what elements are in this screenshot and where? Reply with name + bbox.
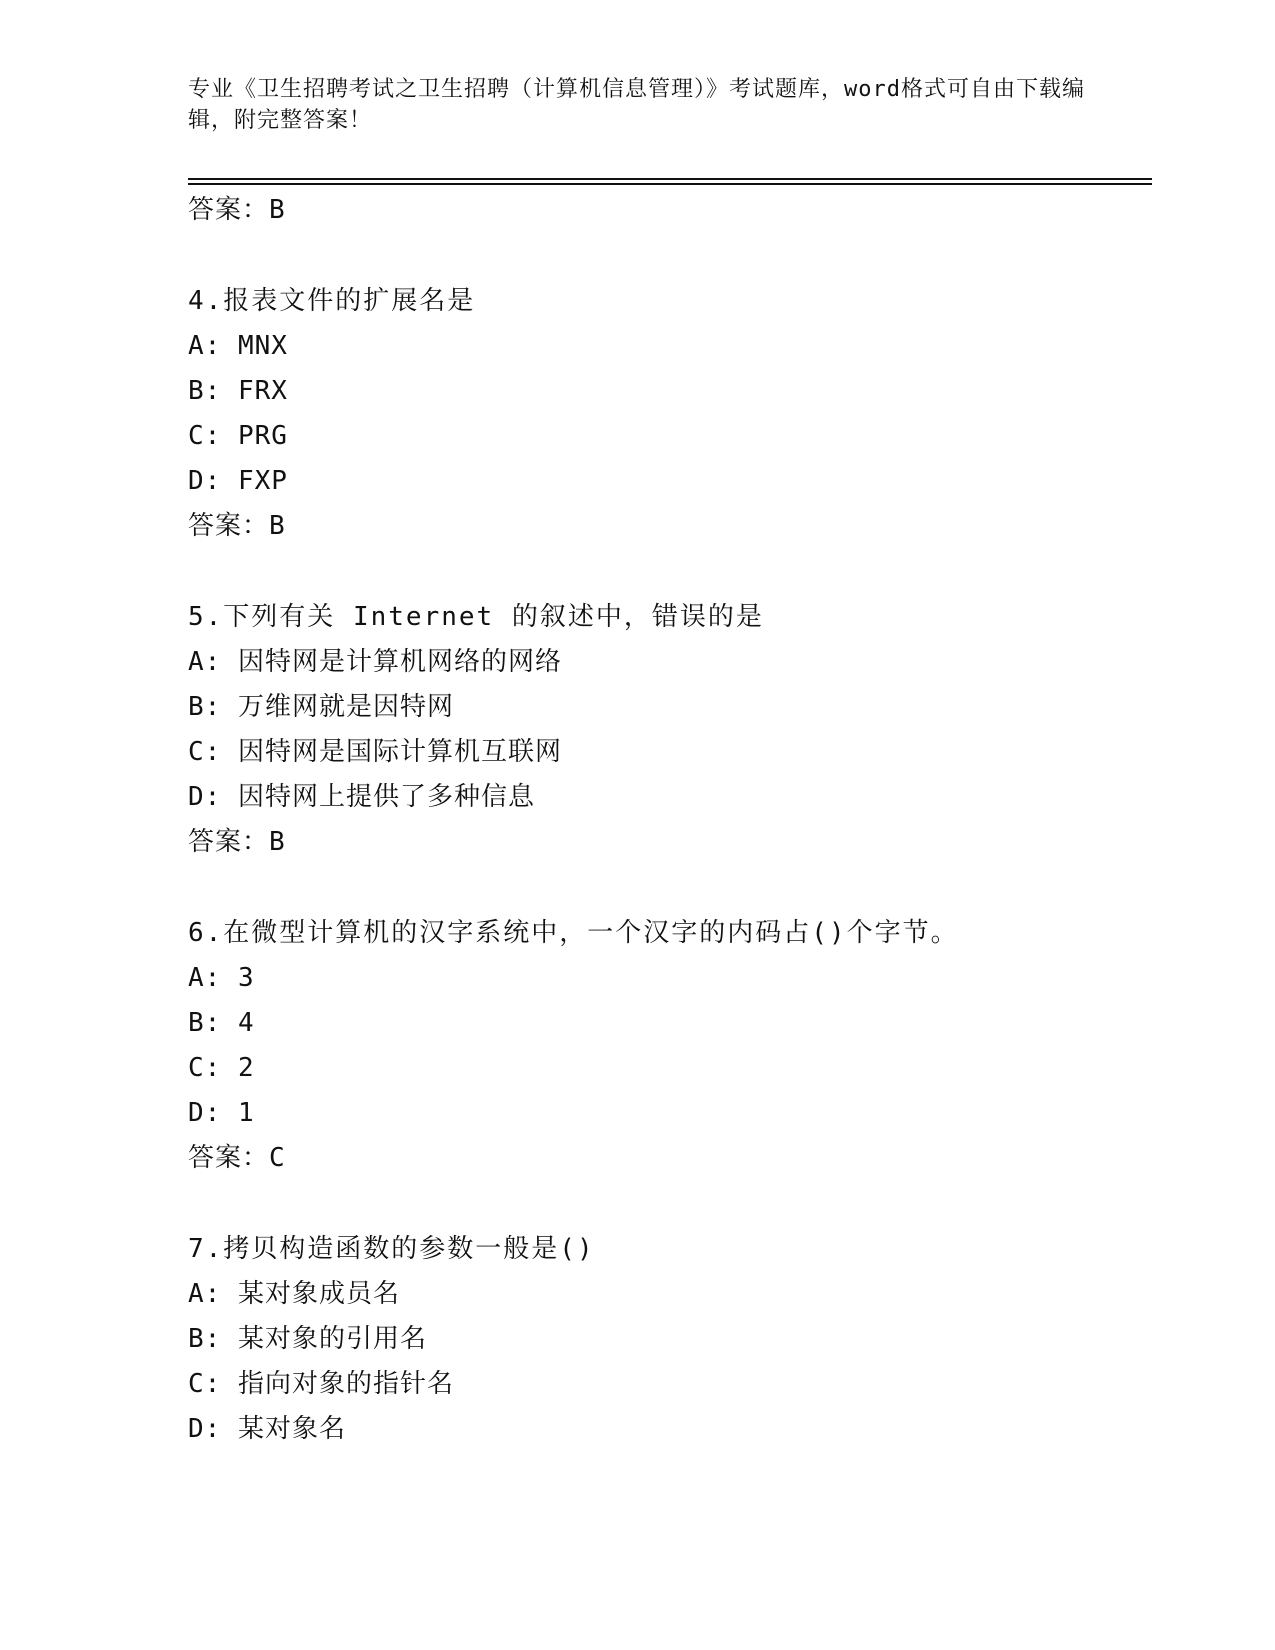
answer-line: 答案：C bbox=[188, 1143, 286, 1173]
question-stem: 4.报表文件的扩展名是 bbox=[188, 286, 476, 316]
document-header: 专业《卫生招聘考试之卫生招聘（计算机信息管理）》考试题库，word格式可自由下载编辑，附完整答案！ bbox=[188, 77, 1085, 133]
option-d: D: FXP bbox=[188, 466, 288, 496]
option-d: D: 某对象名 bbox=[188, 1414, 346, 1444]
option-a: A: 3 bbox=[188, 963, 255, 993]
option-a: A: MNX bbox=[188, 331, 288, 361]
option-b: B: 某对象的引用名 bbox=[188, 1324, 427, 1354]
question-4 bbox=[188, 279, 1148, 549]
answer-line: 答案：B bbox=[188, 511, 286, 541]
option-c: C: 指向对象的指针名 bbox=[188, 1369, 454, 1399]
option-d: D: 1 bbox=[188, 1098, 255, 1128]
question-stem: 7.拷贝构造函数的参数一般是() bbox=[188, 1234, 595, 1264]
option-d: D: 因特网上提供了多种信息 bbox=[188, 782, 535, 812]
option-b: B: 万维网就是因特网 bbox=[188, 692, 454, 722]
question-6 bbox=[188, 911, 1148, 1181]
option-c: C: 2 bbox=[188, 1053, 255, 1083]
header-rule-bottom bbox=[188, 183, 1152, 185]
answer-line: 答案：B bbox=[188, 827, 286, 857]
option-c: C: PRG bbox=[188, 421, 288, 451]
question-stem: 5.下列有关 Internet 的叙述中，错误的是 bbox=[188, 602, 764, 632]
option-b: B: 4 bbox=[188, 1008, 255, 1038]
option-a: A: 某对象成员名 bbox=[188, 1279, 400, 1309]
option-a: A: 因特网是计算机网络的网络 bbox=[188, 647, 562, 677]
question-list bbox=[188, 188, 1148, 1452]
question-stem: 6.在微型计算机的汉字系统中，一个汉字的内码占()个字节。 bbox=[188, 918, 959, 948]
header-rule-top bbox=[188, 178, 1152, 180]
answer-line: 答案：B bbox=[188, 195, 286, 225]
option-c: C: 因特网是国际计算机互联网 bbox=[188, 737, 562, 767]
question-7 bbox=[188, 1227, 1148, 1452]
option-b: B: FRX bbox=[188, 376, 288, 406]
question-5 bbox=[188, 595, 1148, 865]
